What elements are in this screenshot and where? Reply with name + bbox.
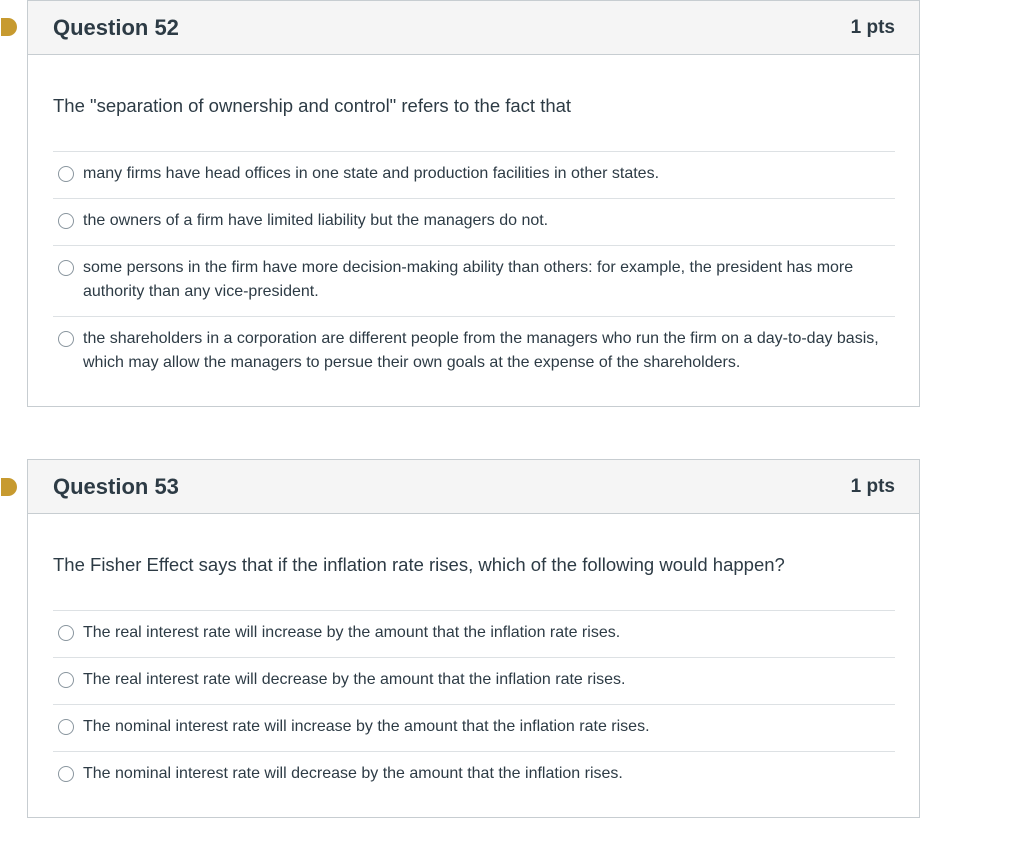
question-52	[27, 0, 920, 407]
question-points: 1 pts	[850, 16, 895, 38]
answer-option[interactable]	[53, 152, 895, 199]
question-title: Question 53	[53, 473, 179, 499]
question-points: 1 pts	[850, 475, 895, 497]
answer-label[interactable]: some persons in the firm have more decision-making ability than others: for example, the president has more authority than any vice-president.	[83, 259, 854, 300]
question-body	[28, 93, 919, 387]
radio-button[interactable]	[58, 766, 74, 782]
answer-option[interactable]	[53, 705, 895, 752]
question-header	[28, 460, 919, 514]
answer-option[interactable]	[53, 611, 895, 658]
radio-button[interactable]	[58, 625, 74, 641]
answer-list	[53, 151, 895, 387]
radio-button[interactable]	[58, 166, 74, 182]
radio-button[interactable]	[58, 260, 74, 276]
answer-option[interactable]	[53, 246, 895, 317]
answer-label[interactable]: The real interest rate will increase by the amount that the inflation rate rises.	[83, 624, 621, 641]
question-text: The "separation of ownership and control" refers to the fact that	[53, 95, 572, 116]
flag-icon[interactable]	[1, 478, 17, 496]
question-header	[28, 1, 919, 55]
flag-icon[interactable]	[1, 18, 17, 36]
answer-option[interactable]	[53, 317, 895, 387]
question-53	[27, 459, 920, 818]
answer-label[interactable]: the owners of a firm have limited liability but the managers do not.	[83, 212, 549, 229]
answer-label[interactable]: The nominal interest rate will decrease by the amount that the inflation rises.	[83, 765, 623, 782]
answer-option[interactable]	[53, 658, 895, 705]
radio-button[interactable]	[58, 331, 74, 347]
answer-option[interactable]	[53, 752, 895, 798]
answer-option[interactable]	[53, 199, 895, 246]
question-body	[28, 552, 919, 798]
question-text: The Fisher Effect says that if the inflation rate rises, which of the following would happen?	[53, 554, 785, 575]
radio-button[interactable]	[58, 213, 74, 229]
answer-label[interactable]: The real interest rate will decrease by the amount that the inflation rate rises.	[83, 671, 626, 688]
question-title: Question 52	[53, 14, 179, 40]
radio-button[interactable]	[58, 672, 74, 688]
radio-button[interactable]	[58, 719, 74, 735]
answer-label[interactable]: many firms have head offices in one state and production facilities in other states.	[83, 165, 660, 182]
answer-list	[53, 610, 895, 798]
answer-label[interactable]: The nominal interest rate will increase by the amount that the inflation rate rises.	[83, 718, 650, 735]
answer-label[interactable]: the shareholders in a corporation are different people from the managers who run the firm on a day-to-day basis, which may allow the managers to persue their own goals at the expense of the shareholders.	[83, 330, 879, 371]
